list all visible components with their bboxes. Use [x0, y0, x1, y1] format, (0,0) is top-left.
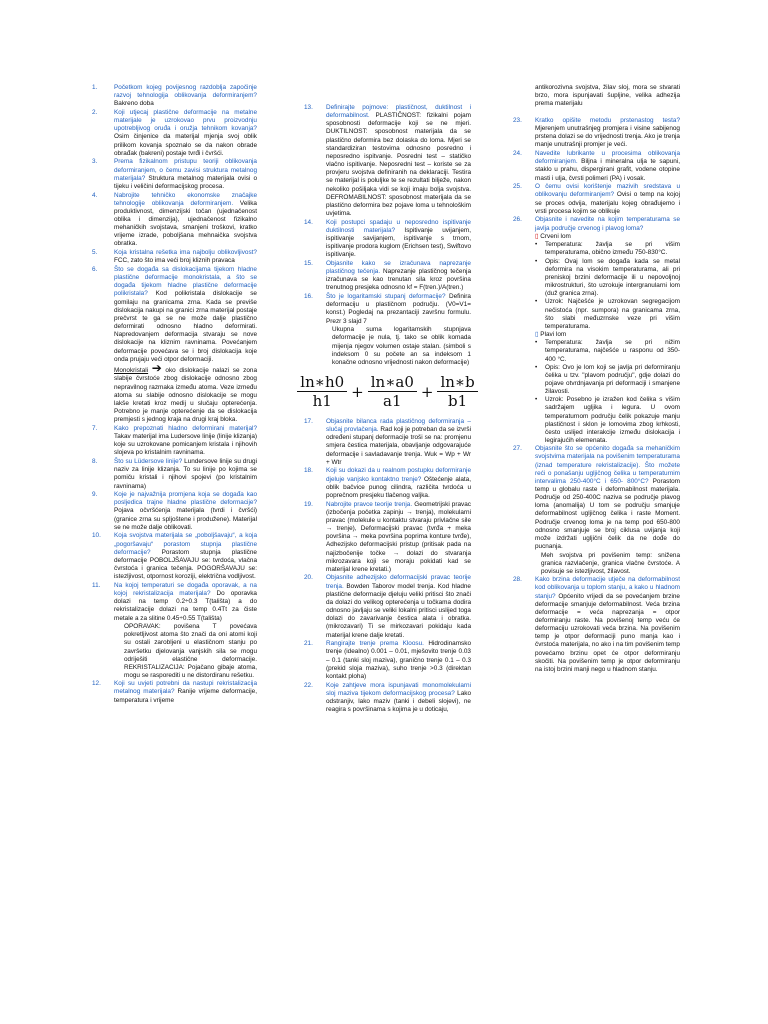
question-item	[513, 216, 680, 232]
question-text: Što su Lüdersove linije?	[114, 458, 183, 466]
question-text: Koji su uvjeti potrebni da nastupi rekristalizacija metalnog materijala?	[114, 680, 257, 696]
arrow-right-icon: ➔	[151, 361, 162, 376]
question-text: Koje zahtjeve mora ispunjavati monomolekularni sloj maziva tijekom deformacijskog procesa?	[326, 681, 471, 697]
question-item	[513, 150, 680, 183]
answer-text: Pojava očvršćenja materijala (tvrdi i čvršći) (granice zrna su spljoštene i produžene). Materijal se ne može dalje oblikovati.	[114, 507, 257, 531]
question-number: 6.	[92, 265, 98, 273]
question-item	[513, 183, 680, 216]
question-number: 14.	[304, 218, 313, 226]
answer-text: Hidrodinamsko trenje (idealno) 0.001 – 0.01, mješovito trenje 0.03 – 0.1 (tanki sloj maziva), granično trenje 0.1 – 0.3 (prekid sloja maziva), suho trenje >0.3 (direktan kontakt ploha)	[326, 640, 471, 680]
question-text: Što je logaritamski stupanj deformacije?	[326, 293, 446, 301]
question-item	[92, 158, 257, 191]
question-number: 21.	[304, 640, 313, 648]
question-number: 20.	[304, 574, 313, 582]
blue-break-temperature: • Temperatura: žavlja se pri nižim temperaturama, najčešće u rasponu od 350-400 °C.	[535, 339, 680, 363]
question-number: 23.	[513, 116, 522, 124]
question-number: 13.	[304, 104, 313, 111]
answer-text: Oštećenje alata, oblik bačvice punog cilindra, različita tvrdoća u poprečnom presjeku tlačenog valjka.	[326, 475, 471, 499]
red-break-cause: • Uzrok: Najčešće je uzrokovan segregacijom nečistoća (npr. sumpora) na granicama zrna, što slabi međuzrnske veze pri višim temperaturama.	[535, 298, 680, 331]
answer-text: Ranije vrijeme deformacije, temperatura i vrijeme	[114, 688, 257, 704]
question-number: 5.	[92, 249, 98, 257]
question-number: 24.	[513, 150, 522, 158]
question-number: 26.	[513, 216, 522, 224]
answer-text: Rad koji je potreban da se izvrši određeni stupanj deformacije troši se na: promjenu smjera čestica materijala, obavljanje odgovarajuće deformacije i savladavanje trenja. Wuk = Wp + Wr + Wtr	[326, 426, 472, 466]
question-number: 22.	[304, 681, 313, 689]
answer-text: Geometrijski pravac (izbočenja početka zapinju → trenja), molekularni pravac (molekule u kontaktu stvaraju privlačne sile → trenje), Deformacijski pravac (tvrđa + meka površina → meka površina poprima konture tvrđe), Adhezijsko deformacijski pristup (pritisak pada na najizbočenije točke → dolazi do stvaranja mikrozavara koji se moraju pokidati kad se materijal krene kretati.)	[326, 500, 471, 573]
question-text: Početkom kojeg povijesnog razdoblja započinje razvoj tehnologija oblikovanja deformiranjem?	[114, 84, 257, 100]
question-number: 15.	[304, 259, 313, 267]
formula-term2-den: a1	[383, 392, 402, 410]
answer-text: Biljna i mineralna ulja te sapuni, staklo u prahu, dispergirani grafit, vodene otopine masti i ulja, čvrsti polimeri (PA) i vosak.	[535, 158, 680, 182]
formula-term1-den: h1	[312, 392, 332, 410]
answer-text: Ovisi o temp na kojoj se proces odvija, materijalu kojeg obrađujemo i vrsti procesa kojim se oblikuje	[535, 191, 680, 215]
question-text: Rangirajte trenje prema Kloosu.	[326, 640, 424, 648]
answer-text: Takav materijal ima Ludersove linije (linije klizanja) koje su uzrokovane pomicanjem kristala i njihovih slojeva po kristalnim ravninama.	[114, 433, 257, 457]
answer-text: Velika produktivnost, dimenzijski točan (ujednačenost oblika i dimenzija), ujednačenost fizikalno mehaničkih svojstava, smanjeni troškovi, kratko vrijeme izrade, poboljšana mehnaička svojstva obratka.	[114, 199, 257, 248]
blue-break-label: Plavi lom	[538, 331, 567, 339]
question-item	[92, 582, 257, 623]
question-number: 2.	[92, 108, 98, 116]
question-text: Kako prepoznati hladno deformirani materijal?	[114, 424, 257, 432]
question-text: Objasnite kako se izračunava naprezanje plastičnog tečenja.	[326, 259, 471, 276]
question-item	[92, 266, 257, 364]
question-item	[513, 117, 680, 150]
question-text: Definirajte pojmove: plastičnost, duktilnost i deformabilnost.	[326, 104, 471, 120]
question-text: Što se događa sa dislokacijama tijekom hladne plastične deformacije monokristala, a što se događa tijekom hladne plastične deformacije polikristala?	[114, 265, 257, 298]
question-text: Prema fizikalnom pristupu teoriji oblikovanja deformiranjem, o čemu zavisi struktura metalnog materijala?	[114, 158, 257, 182]
item-26-details	[513, 233, 680, 445]
question-number: 1.	[92, 84, 98, 91]
question-text: Koje je najvažnija promjena koja se događa kao posljedica trajne hladne plastične deformacije?	[114, 491, 257, 507]
formula-term3-den: b1	[448, 392, 468, 410]
answer-text: Osim činjenice da materijal mjenja svoj oblik prilikom kovanja spoznalo se da nakon obrade obrađak (bakreni) postaje tvrđi i čvršći.	[114, 133, 257, 157]
question-item	[304, 293, 471, 326]
answer-text: Naprezanje plastičnog tečenja izračunava se kao trenutan sila kroz površina trenutnog presjeka odnosno kf = F(tren.)/A(tren.)	[326, 268, 471, 292]
question-number: 11.	[92, 581, 101, 589]
item-16-details: Ukupna suma logaritamskih stupnjava deformacije je nula, tj. tako se oblik komada mijenja njegov volumen ostaje stalan. (simboli s indeksom 0 su počete an sa indeksom 1 konačne odnosno vrijednosti nakon deformacije)	[332, 326, 471, 366]
item-22-continued: antikorozivna svojstva, žilav sloj, mora se stvarati brzo, mora ispunjavati šupljine, velika adhezija prema materijalu	[535, 84, 680, 108]
question-number: 17.	[304, 418, 313, 425]
question-number: 18.	[304, 467, 313, 475]
question-text: Kako brzina deformacije utječe na deformabilnost kod oblikovanja u toplom stanju, a kako u hladnom stanju?	[535, 576, 680, 600]
answer-text: Bowden Taborov model trenja. Kod hladne plastične deformacije djeluju veliki pritisci što znači da dolazi do velikog opterećenja u točkama dodira odnosno javljaju se veliki lokalni pritisci uslijed toga dolazi do zavarivanje čestica alata i obratka. (mikrozavari) Ti se mirkozavari pokidaju kada materijal krene dalje kretati.	[326, 582, 471, 639]
blue-break-cause: • Uzrok: Posebno je izražen kod čelika s višim sadržajem ugljika i legura. U ovom temperaturnom području čelik pokazuje manju plastičnost i sklon je lomovima zbog krhkosti, često uslijed interakcije između dislokacija i legirajućih elemenata.	[535, 396, 680, 445]
formula-term1-num: ln∗h0	[297, 373, 347, 392]
question-item	[304, 640, 471, 681]
question-number: 19.	[304, 500, 313, 508]
question-number: 12.	[92, 680, 101, 688]
answer-text: Lako odstranjiv, lako maziv (tanki i debeli slojevi), ne reagira s površinama s kojima je u doticaju,	[326, 689, 471, 713]
question-number: 7.	[92, 424, 98, 432]
answer-text: Porastom stupnja plastične deformacije POBOLJŠAVAJU se: tvrdoća, vlačna čvrstoća i granica tečenja. POGORŠAVAJU se: istezljivost, otpornost koroziji, električna vodljivost.	[114, 548, 257, 581]
log-deformation-formula	[300, 373, 475, 410]
question-number: 9.	[92, 491, 98, 499]
question-number: 4.	[92, 191, 98, 199]
question-text: Nabrojite tehničko ekonomske značajke tehnologije oblikovanja deformiranjem.	[114, 191, 257, 207]
question-item	[92, 192, 257, 249]
question-number: 10.	[92, 532, 101, 540]
question-text: Koja svojstva materijala se „poboljšavaju“, a koja „pogoršavaju“ porastom stupnja plastične deformacije?	[114, 532, 257, 556]
question-item	[92, 249, 257, 265]
question-text: Navedite lubrikante u procesima oblikovanja deformiranjem.	[535, 150, 680, 166]
item-11-details: OPORAVAK: povišena T povećava pokretljivost atoma što znači da oni atomi koji su ostali zarobljeni u elastičnom stanju po završetku djelovanja vanjskih sila se mogu odriješiti elastične deformacije. REKRISTALIZACIJA: Pojačano gibaje atoma, mogu se rasporediti u ne distordiranu rešetku.	[124, 623, 257, 680]
monokristali-paragraph	[92, 361, 257, 424]
red-break-label: Crveni lom	[538, 233, 571, 241]
question-text: Objasnite bilanca rada plastičnog deformiranja – slučaj provlačenja.	[326, 418, 471, 434]
question-text: O čemu ovisi korištenje mazivih sredstava u oblikovanju deformiranjem?	[535, 183, 680, 199]
formula-plus-1: +	[351, 382, 364, 401]
column-left	[92, 84, 257, 705]
question-text: Koja kristalna rešetka ima najbolju oblikovljivost?	[114, 249, 257, 257]
question-number: 16.	[304, 293, 313, 301]
question-item	[92, 680, 257, 704]
question-item	[304, 104, 471, 218]
question-text: Objasnite adhezijsko deformacijski pravac teorije trenja.	[326, 574, 471, 590]
formula-plus-2: +	[420, 382, 434, 401]
question-item	[92, 425, 257, 458]
formula-term3-num: ln∗b	[437, 373, 477, 392]
formula-term2-num: ln∗a0	[368, 373, 417, 392]
question-item	[92, 109, 257, 158]
question-number: 25.	[513, 183, 522, 191]
question-text: Koji utjecaj plastične deformacije na metalne materijale je uzrokovao prvu proizvodnju upotrebljivog oruđa i oružja tehnikom kovanja?	[114, 108, 257, 133]
question-number: 8.	[92, 458, 98, 466]
question-text: Objasnite i navedite na kojim temperaturama se javlja područje crvenog i plavog loma?	[535, 216, 680, 232]
question-text: Na kojoj temperaturi se događa oporavak, a na kojoj rekristalizacija materijala?	[114, 581, 257, 598]
question-item	[92, 491, 257, 532]
question-item	[92, 458, 257, 491]
question-item	[304, 682, 471, 715]
answer-text: PLASTIČNOST: fizikalni pojam sposobnosti deformacije koji se ne mjeri. DUKTILNOST: sposobnost materijala da se plastično deformira bez dolaska do loma. Mjeri se standardiziran testovima odnosno posredno i neposredno ispitvanje. Posredni test – statičko vlačno ispitivanje. Neposredni test – koriste se za provjeru svojstva definiranih na deklaraciji. Testira se materijal is poluljke te se rezultati bilježe, nakon nekoliko pošiljaka vidi se koji imaju bolja svojstva. DEFROMABILNOST: sposobnost materijala da se plastično deformira bez pojave loma u tehnološkim uvjetima.	[326, 112, 471, 218]
answer-text: Porastom temp u globalu raste i deformabilnost materijala. Područje od 250-400C naziva se područje plavog loma (anomalija) U tom se području smanjuje deformabilnost ugljičnog čelika i raste Moment. Područje crvenog loma je na temp pod 650-800 odnosno smanjuje se broj ciklusa uvijanja koji može izdržati ugljični čelik da ne dođe do pucnanja.	[535, 477, 680, 551]
question-number: 3.	[92, 158, 98, 166]
item-27-details: Meh svojstva pri povišenim temp: snižena granica razvlačenje, granica vlačne čvrstoće. A povisuje se istezljivost, žilavost.	[541, 551, 680, 576]
answer-text: Bakreno doba	[114, 100, 154, 108]
question-text: Kratko opišite metodu prstenastog testa?	[535, 116, 680, 124]
monokristali-label: Monokristali	[114, 367, 149, 375]
question-item	[513, 576, 680, 674]
question-item	[304, 501, 471, 574]
answer-text: Kod polikristala dislokacije se gomilaju na granicama zrna. Kada se previše dislokacija nakupi na granici zrna materijal postaje prečvrst te ga se ne može dalje plastično deformirati odnosno hladno deformirati. Napredovanjem deformacija stvaraju se nove dislokacije na kliznim ravninama. Povećanjem deformacije povećava se i broj dislokacija koje onda prujaju veći otpor deformaciji.	[114, 290, 257, 363]
column-right	[513, 84, 680, 675]
question-text: Koji postupci spadaju u neposredno ispitivanje duktilnosti materijala?	[326, 218, 471, 234]
question-item	[513, 445, 680, 551]
question-item	[304, 418, 471, 467]
answer-text: Do oporavka dolazi na temp 0.2÷0.3 T(tališta) a do rekristalizacije dolazi na temp 0.4Tt za čiste metale a za slitine 0.45÷0.55 T(tališta)	[114, 590, 257, 622]
blue-break-description: • Opis: Ovo je lom koji se javlja pri deformiranju čelika u tzv. "plavom području", gdje dolazi do pojave otvrdnjavanja pri deformaciji i smanjene žilavosti.	[535, 364, 680, 397]
blue-marker-icon: ▯	[535, 331, 539, 339]
question-text: Nabrojite pravce teorije trenja.	[326, 500, 413, 508]
answer-text: FCC, zato što ima veći broj kliznih pravaca	[114, 257, 235, 265]
question-number: 27.	[513, 445, 522, 453]
answer-text: Općenito vrijedi da se povećanjem brzine deformacije smanjuje deformabilnost. Veća brzina deformacije = veća naprezanja = otpor deformiranju raste. Na povišenoj temp veću će deformaciju uzrokovati veća brzina. Na povišenim temp je otpor deformaciji puno manja kao i čvrstoća materijala, no ako i na tim povišenim temp povećamo brzinu opet će otpor deformiranju skočiti. Na povišenim temp je otpor deformiranju na istoj brzini manji nego u hladnom stanju.	[535, 592, 680, 673]
answer-text: Mjerenjem unutrašnjeg promjera i visine sabijenog prstena dolazi se do vrijednosti trenja. Ako je trenja manje unutrašnji promjer je veći.	[535, 125, 680, 149]
question-number: 28.	[513, 576, 522, 584]
red-marker-icon: ▯	[535, 233, 539, 241]
monokristali-text: oko dislokacije nalazi se zona slabije čvrstoće zbog dislokacije odnosno zbog nepravilnog razmaka između atoma. Veze između atoma su slabije odnosno dislokacije se mogu lakše kretati kroz medij u slučaju opterećenja. Potrebno je manje opterećenje da se dislokacija premjesti s jednog kraja na drugi kraj bloka.	[114, 367, 257, 424]
question-item	[304, 260, 471, 293]
question-item	[304, 219, 471, 260]
red-break-description: • Opis: Ovaj lom se događa kada se metal deformira na visokim temperaturama, ali pri preniskoj brzini deformacije ili u nepovoljnoj mikrostrukturi, što uzrokuje intergranularni lom (duž granica zrna).	[535, 258, 680, 299]
answer-text: Definira deformaciju u plastičnom području. (V0=V1= konst.) Pogledaj na prezantaciji završnu formulu. Prezr 3 slajd 7	[326, 293, 471, 325]
question-item	[304, 574, 471, 639]
question-item	[92, 84, 257, 108]
red-break-temperature: • Temperatura: žavlja se pri višim temperaturama, obično između 750-830°C.	[535, 241, 680, 257]
question-item	[304, 467, 471, 500]
answer-text: Ispitivanje uvijanjem, ispitivanje savijanjem, ispitivanje s trnom, ispitivanje prodora kuglom (Erichsen test), Swiftovo ispitivanje.	[326, 226, 471, 259]
question-text: Objasnite što se općenito događa sa mehaničkim svojstvima materijala na povišenim temperaturama (iznad temperature rekristalizacije). Što možete reći o ponašanju ugljičnog čelika u temperaturnim intervalima 250-400°C i 650- 800°C?	[535, 445, 680, 485]
answer-text: Lundersove linije su drugi naziv za linije klizanja. To su linije po kojima se pomiču kristali i njihovi spojevi (po kristalnim ravninama)	[114, 458, 258, 490]
answer-text: Struktura metalnog materijala ovisi o tijeku i veličini deformacijskog procesa.	[114, 174, 257, 190]
column-middle	[300, 104, 475, 715]
question-item	[92, 532, 257, 581]
question-text: Koji su dokazi da u realnom postupku deformiranje djeluje vanjsko kontaktno trenje?	[326, 467, 471, 483]
